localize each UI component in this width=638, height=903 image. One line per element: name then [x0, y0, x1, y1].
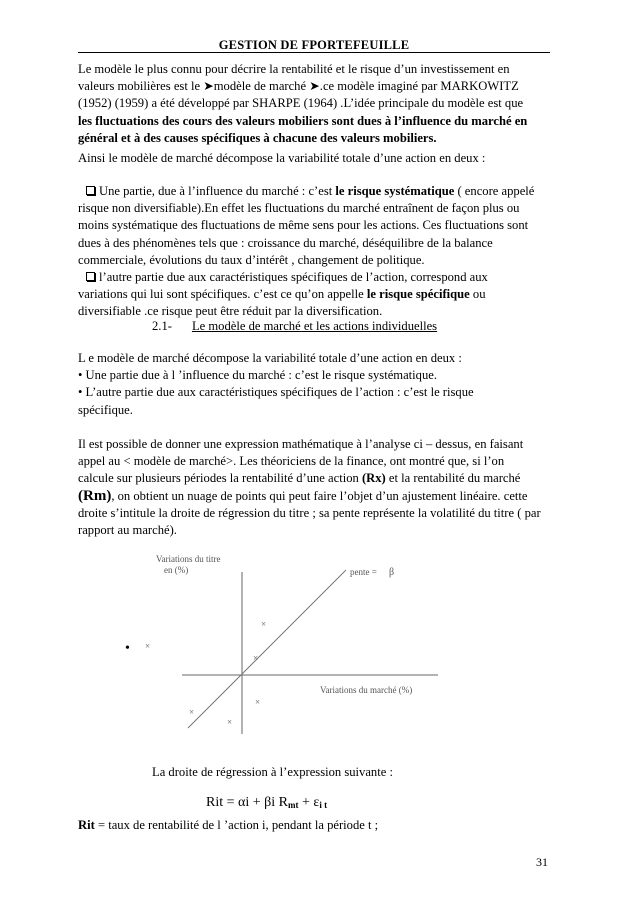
- text-line: calcule sur plusieurs périodes la rentabilité d’une action (Rx) et la rentabilité du marché: [78, 471, 521, 486]
- right-arrow-icon: ➤: [309, 79, 320, 94]
- regression-intro: La droite de régression à l’expression suivante :: [152, 765, 393, 779]
- model-summary-paragraph: [78, 350, 553, 419]
- x-axis-label: Variations du marché (%): [320, 685, 413, 695]
- page-number: 31: [536, 855, 548, 869]
- text-line: droite s’intitule la droite de régression du titre ; sa pente représente la volatilité du titre ( par: [78, 505, 541, 520]
- data-point: ×: [253, 653, 259, 663]
- text-line: l’autre partie due aux caractéristiques spécifiques de l’action, correspond aux: [78, 269, 553, 286]
- text-line: Il est possible de donner une expression mathématique à l’analyse ci – dessus, en faisant: [78, 437, 524, 451]
- point-bullet: •: [125, 641, 130, 656]
- text-line: valeurs mobilières est le ➤modèle de marché ➤.ce modèle imaginé par MARKOWITZ: [78, 79, 519, 94]
- slope-beta-symbol: β: [389, 567, 395, 578]
- text-line: rapport au marché).: [78, 523, 177, 538]
- text-line: commerciale, évolutions du taux d’intérêt , changement de politique.: [78, 252, 425, 267]
- text-line: Le modèle le plus connu pour décrire la rentabilité et le risque d’un investissement en: [78, 62, 510, 76]
- data-point: ×: [227, 717, 233, 727]
- data-point: ×: [145, 641, 151, 651]
- text-line: risque non diversifiable).En effet les fluctuations du marché entraînent de façon plus ou: [78, 201, 520, 216]
- regression-figure: [120, 548, 440, 738]
- slope-label: pente =: [350, 567, 377, 577]
- section-heading: [78, 318, 553, 335]
- text-line: • L’autre partie due aux caractéristiques spécifiques de l’action : c’est le risque: [78, 385, 474, 400]
- epsilon-symbol: ε: [313, 795, 320, 810]
- text-line: diversifiable .ce risque peut être réduit par la diversification.: [78, 304, 383, 319]
- regression-formula: Rit = αi + βi $R_{mt} + \varepsilon_{i t}$: [206, 795, 328, 810]
- y-axis-label: Variations du titre: [156, 554, 221, 564]
- beta-symbol: β: [264, 795, 272, 810]
- checkbox-bullet-icon: [86, 272, 95, 281]
- intro-paragraph: [78, 61, 553, 147]
- text-line: L e modèle de marché décompose la variabilité totale d’une action en deux :: [78, 351, 462, 365]
- text-line: les fluctuations des cours des valeurs mobiliers sont dues à l’influence du marché en: [78, 113, 528, 128]
- decomposition-sentence: Ainsi le modèle de marché décompose la variabilité totale d’une action en deux :: [78, 151, 486, 165]
- alpha-symbol: α: [238, 795, 246, 810]
- regression-paragraph: [78, 436, 553, 539]
- text-line: dues à des phénomènes tels que : croissance du marché, déséquilibre de la balance: [78, 235, 493, 250]
- regression-line: [188, 570, 346, 728]
- checkbox-bullet-icon: [86, 186, 95, 195]
- text-line: variations qui lui sont spécifiques. c’est ce qu’on appelle le risque spécifique ou: [78, 287, 486, 302]
- risk-types-paragraph: [78, 183, 553, 321]
- text-line: spécifique.: [78, 402, 133, 417]
- text-line: (Rm), on obtient un nuage de points qui peut faire l’objet d’un ajustement linéaire. cette: [78, 487, 528, 504]
- page-header: GESTION DE FPORTEFEUILLE: [218, 38, 410, 52]
- data-point: ×: [261, 619, 267, 629]
- section-number: 2.1-: [152, 319, 172, 333]
- y-axis-label-unit: en (%): [164, 565, 189, 575]
- header-rule: [78, 52, 550, 53]
- data-point: ×: [189, 707, 195, 717]
- section-title: Le modèle de marché et les actions individuelles: [191, 319, 438, 333]
- left-arrow-icon: ➤: [203, 79, 214, 94]
- text-line: • Une partie due à l ’influence du marché : c’est le risque systématique.: [78, 368, 437, 383]
- data-point: ×: [255, 697, 261, 707]
- text-line: moins systématique des fluctuations de même sens pour les actions. Ces fluctuations sont: [78, 218, 529, 233]
- text-line: (1952) (1959) a été développé par SHARPE (1964) .L’idée principale du modèle est que: [78, 96, 524, 111]
- rit-definition: Rit = taux de rentabilité de l ’action i, pendant la période t ;: [78, 818, 379, 832]
- text-line: Une partie, due à l’influence du marché : c’est le risque systématique ( encore appelé: [78, 183, 553, 200]
- text-line: général et à des causes spécifiques à chacune des valeurs mobiliers.: [78, 130, 437, 145]
- text-line: appel au < modèle de marché>. Les théoriciens de la finance, ont montré que, si l’on: [78, 454, 505, 469]
